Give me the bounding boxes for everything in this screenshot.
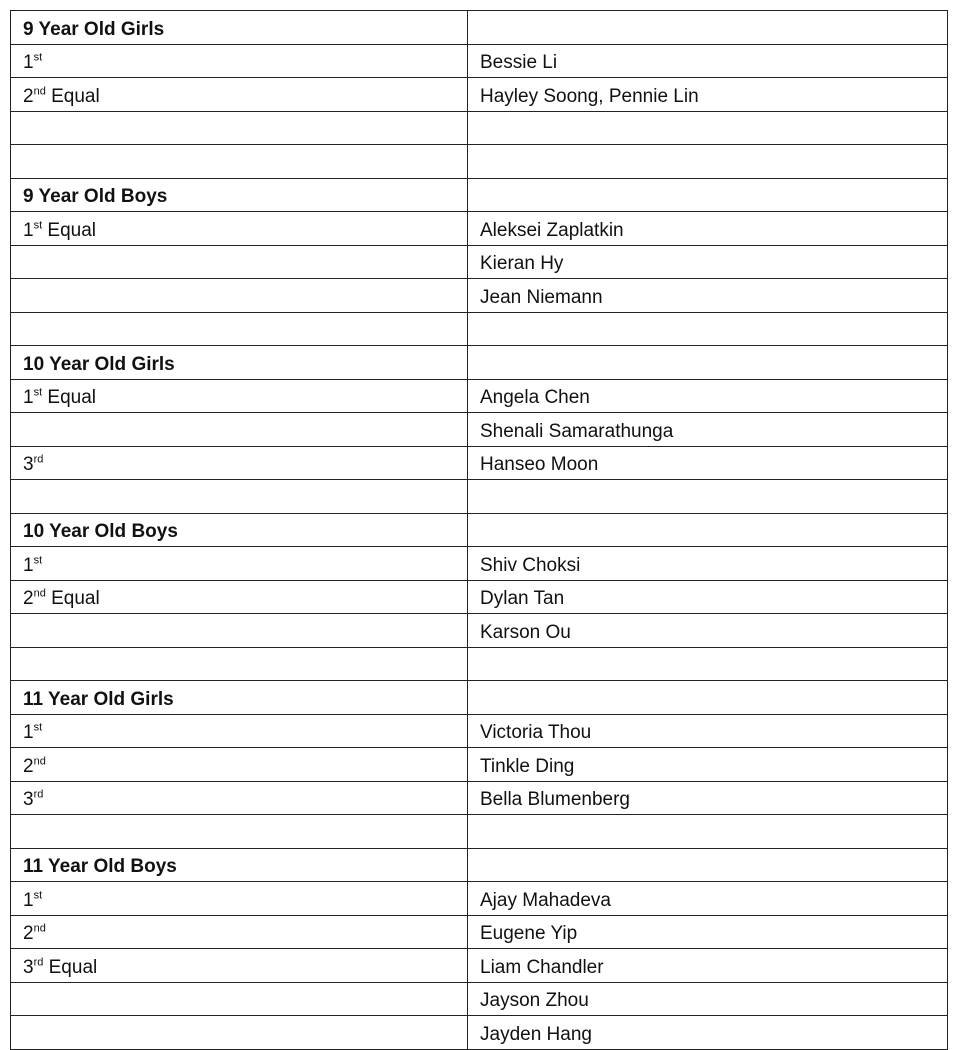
- place-cell: [11, 145, 468, 179]
- table-row: [11, 212, 948, 246]
- place-cell: [11, 1016, 468, 1050]
- table-row: [11, 647, 948, 681]
- table-row: [11, 446, 948, 480]
- section-title: 10 Year Old Girls: [11, 346, 468, 380]
- winner-name: Jean Niemann: [468, 279, 948, 313]
- place-ordinal-suffix: st: [33, 51, 43, 64]
- place-ordinal-suffix: st: [33, 721, 43, 734]
- winner-name: [468, 480, 948, 514]
- place-cell: [11, 245, 468, 279]
- table-row: [11, 379, 948, 413]
- place-cell: [11, 480, 468, 514]
- winner-name: [468, 111, 948, 145]
- results-table: [10, 10, 948, 1050]
- section-heading-row: [11, 513, 948, 547]
- place-cell: [11, 44, 468, 78]
- winner-name: Shiv Choksi: [468, 547, 948, 581]
- place-qualifier: Equal: [45, 588, 100, 609]
- table-row: [11, 781, 948, 815]
- place-cell: [11, 982, 468, 1016]
- place-cell: [11, 614, 468, 648]
- table-row: [11, 111, 948, 145]
- section-title-blank-cell: [468, 681, 948, 715]
- place-qualifier: Equal: [45, 85, 100, 107]
- table-row: [11, 44, 948, 78]
- section-title-blank-cell: [468, 848, 948, 882]
- place-cell: [11, 379, 468, 413]
- table-row: [11, 547, 948, 581]
- winner-name: Hayley Soong, Pennie Lin: [468, 78, 948, 112]
- winner-name: [468, 815, 948, 849]
- place-cell: [11, 781, 468, 815]
- winner-name: [468, 647, 948, 681]
- table-row: [11, 413, 948, 447]
- winner-name: Kieran Hy: [468, 245, 948, 279]
- winner-name: Dylan Tan: [468, 580, 948, 614]
- table-row: [11, 580, 948, 614]
- winner-name: Bella Blumenberg: [468, 781, 948, 815]
- winner-name: Angela Chen: [468, 379, 948, 413]
- place-number: 1: [23, 722, 34, 743]
- table-row: [11, 279, 948, 313]
- section-title-blank-cell: [468, 11, 948, 45]
- table-row: [11, 714, 948, 748]
- place-ordinal-suffix: nd: [33, 922, 46, 935]
- place-cell: [11, 647, 468, 681]
- section-title-blank-cell: [468, 513, 948, 547]
- place-ordinal-suffix: st: [33, 386, 43, 399]
- place-cell: [11, 413, 468, 447]
- section-heading-row: [11, 681, 948, 715]
- winner-name: Victoria Thou: [468, 714, 948, 748]
- table-row: [11, 480, 948, 514]
- place-ordinal-suffix: nd: [33, 587, 46, 600]
- place-ordinal-suffix: rd: [33, 956, 44, 969]
- place-cell: [11, 279, 468, 313]
- winner-name: Aleksei Zaplatkin: [468, 212, 948, 246]
- place-cell: [11, 312, 468, 346]
- section-title: 9 Year Old Girls: [11, 11, 468, 45]
- place-ordinal-suffix: st: [33, 219, 43, 232]
- place-cell: [11, 949, 468, 983]
- place-cell: [11, 748, 468, 782]
- table-row: [11, 748, 948, 782]
- place-ordinal-suffix: rd: [33, 788, 44, 801]
- place-number: 1: [23, 219, 34, 241]
- section-heading-row: [11, 848, 948, 882]
- winner-name: Jayson Zhou: [468, 982, 948, 1016]
- place-number: 2: [23, 588, 34, 609]
- table-row: [11, 1016, 948, 1050]
- place-cell: [11, 882, 468, 916]
- place-ordinal-suffix: nd: [33, 755, 46, 768]
- section-title: 10 Year Old Boys: [11, 513, 468, 547]
- place-number: 3: [23, 956, 34, 978]
- table-row: [11, 982, 948, 1016]
- table-row: [11, 915, 948, 949]
- table-row: [11, 815, 948, 849]
- place-cell: [11, 446, 468, 480]
- winner-name: Liam Chandler: [468, 949, 948, 983]
- place-cell: [11, 212, 468, 246]
- winner-name: [468, 145, 948, 179]
- winner-name: Shenali Samarathunga: [468, 413, 948, 447]
- place-number: 2: [23, 923, 34, 944]
- section-heading-row: [11, 178, 948, 212]
- place-number: 1: [23, 52, 34, 73]
- place-ordinal-suffix: nd: [33, 85, 46, 98]
- place-number: 2: [23, 755, 34, 777]
- section-title: 11 Year Old Boys: [11, 848, 468, 882]
- section-title: 11 Year Old Girls: [11, 681, 468, 715]
- place-number: 1: [23, 889, 34, 911]
- section-heading-row: [11, 346, 948, 380]
- winner-name: Bessie Li: [468, 44, 948, 78]
- place-qualifier: Equal: [42, 219, 97, 241]
- winner-name: Karson Ou: [468, 614, 948, 648]
- place-cell: [11, 111, 468, 145]
- winner-name: Ajay Mahadeva: [468, 882, 948, 916]
- place-cell: [11, 547, 468, 581]
- winner-name: Eugene Yip: [468, 915, 948, 949]
- place-ordinal-suffix: rd: [33, 453, 44, 466]
- section-title: 9 Year Old Boys: [11, 178, 468, 212]
- place-cell: [11, 815, 468, 849]
- table-row: [11, 145, 948, 179]
- table-row: [11, 245, 948, 279]
- table-row: [11, 882, 948, 916]
- place-ordinal-suffix: st: [33, 554, 43, 567]
- place-number: 3: [23, 454, 34, 475]
- results-body: [11, 11, 948, 1050]
- winner-name: Hanseo Moon: [468, 446, 948, 480]
- table-row: [11, 614, 948, 648]
- place-qualifier: Equal: [42, 387, 97, 408]
- place-cell: [11, 915, 468, 949]
- winner-name: [468, 312, 948, 346]
- table-row: [11, 78, 948, 112]
- place-cell: [11, 714, 468, 748]
- place-ordinal-suffix: st: [33, 889, 43, 902]
- table-row: [11, 312, 948, 346]
- winner-name: Jayden Hang: [468, 1016, 948, 1050]
- place-cell: [11, 78, 468, 112]
- table-row: [11, 949, 948, 983]
- place-number: 3: [23, 789, 34, 810]
- section-heading-row: [11, 11, 948, 45]
- place-number: 2: [23, 85, 34, 107]
- section-title-blank-cell: [468, 346, 948, 380]
- place-number: 1: [23, 387, 34, 408]
- section-title-blank-cell: [468, 178, 948, 212]
- place-qualifier: Equal: [43, 956, 98, 978]
- place-number: 1: [23, 554, 34, 576]
- winner-name: Tinkle Ding: [468, 748, 948, 782]
- place-cell: [11, 580, 468, 614]
